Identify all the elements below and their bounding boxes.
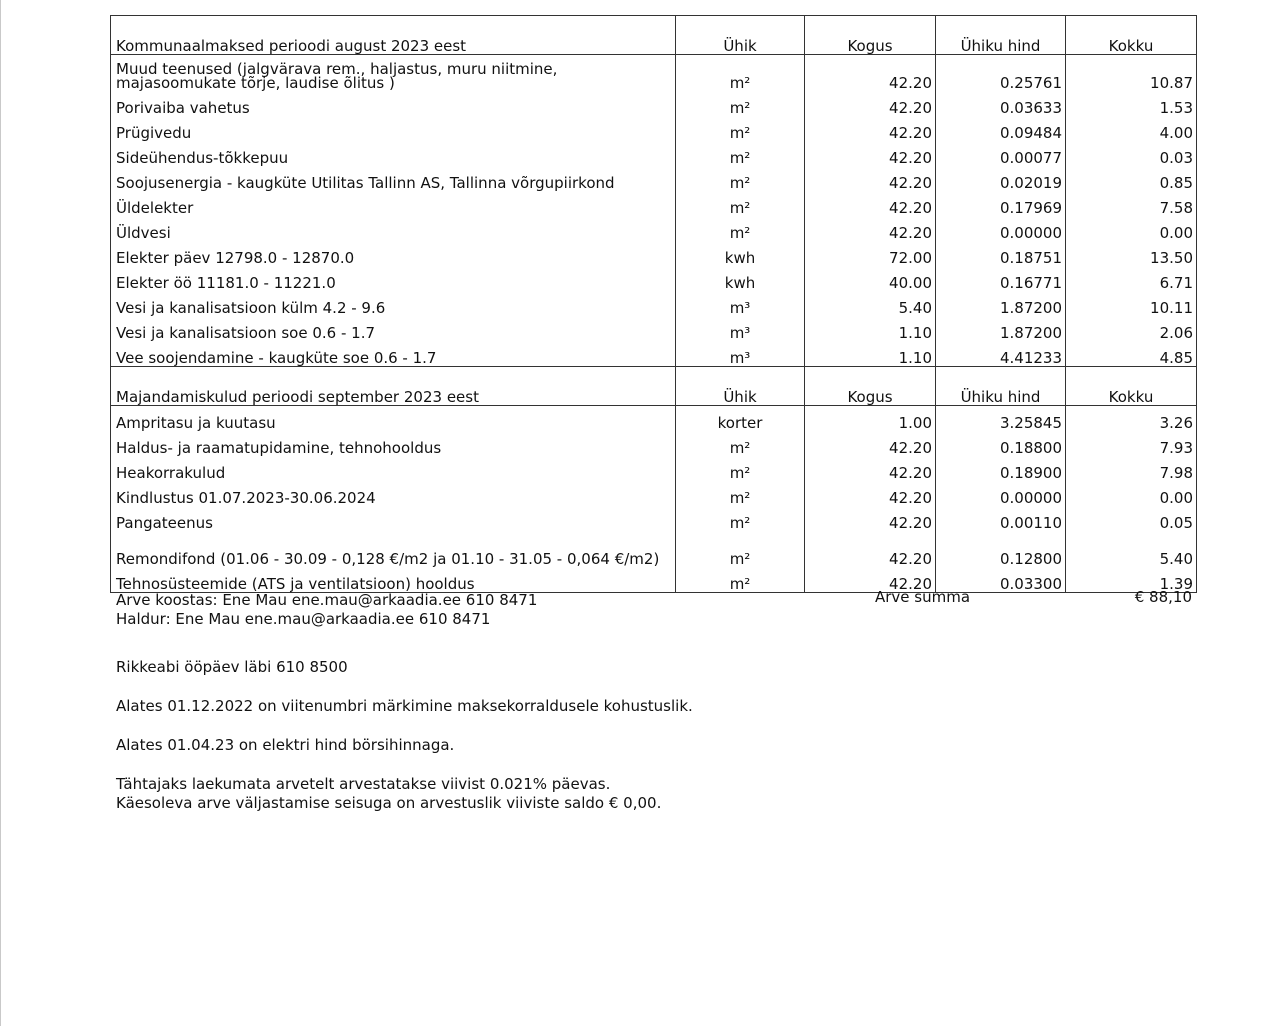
unit-column-header: Ühik (676, 367, 805, 406)
item-total: 10.11 (1066, 291, 1197, 316)
item-total: 2.06 (1066, 316, 1197, 341)
item-total: 0.00 (1066, 216, 1197, 241)
item-name: Prügivedu (111, 116, 676, 141)
item-unit: m² (676, 431, 805, 456)
item-total: 0.03 (1066, 141, 1197, 166)
item-total: 7.98 (1066, 456, 1197, 481)
table-row (111, 291, 1197, 316)
penalty-notice: Tähtajaks laekumata arvetelt arvestatakse viivist 0.021% päevas. (116, 775, 611, 793)
item-name: Porivaiba vahetus (111, 91, 676, 116)
table-row (111, 567, 1197, 593)
item-total: 0.85 (1066, 166, 1197, 191)
utilities-section (111, 16, 1197, 367)
item-unit: m² (676, 166, 805, 191)
item-unit-price: 0.00000 (936, 216, 1066, 241)
unit-column-header: Ühik (676, 16, 805, 55)
item-total: 1.39 (1066, 567, 1197, 593)
item-unit-price: 0.09484 (936, 116, 1066, 141)
item-unit-price: 3.25845 (936, 406, 1066, 432)
item-unit-price: 0.00000 (936, 481, 1066, 506)
unit-price-column-header: Ühiku hind (936, 16, 1066, 55)
table-row (111, 266, 1197, 291)
item-total: 5.40 (1066, 531, 1197, 567)
management-section (111, 367, 1197, 593)
item-total: 0.00 (1066, 481, 1197, 506)
item-name: Üldelekter (111, 191, 676, 216)
emergency-line: Rikkeabi ööpäev läbi 610 8500 (116, 658, 348, 676)
table-row (111, 406, 1197, 432)
item-name: Elekter öö 11181.0 - 11221.0 (111, 266, 676, 291)
item-unit-price: 0.25761 (936, 55, 1066, 92)
item-quantity: 42.20 (805, 91, 936, 116)
item-name: Elekter päev 12798.0 - 12870.0 (111, 241, 676, 266)
item-quantity: 42.20 (805, 191, 936, 216)
item-quantity: 1.10 (805, 316, 936, 341)
item-unit: m² (676, 141, 805, 166)
issuer-line: Arve koostas: Ene Mau ene.mau@arkaadia.ee 610 8471 (116, 591, 538, 609)
page-left-edge (0, 0, 1, 1026)
electricity-price-notice: Alates 01.04.23 on elektri hind börsihinnaga. (116, 736, 455, 754)
item-unit-price: 0.18900 (936, 456, 1066, 481)
item-quantity: 72.00 (805, 241, 936, 266)
item-name: Vesi ja kanalisatsioon külm 4.2 - 9.6 (111, 291, 676, 316)
item-unit-price: 0.12800 (936, 531, 1066, 567)
item-name: Kindlustus 01.07.2023-30.06.2024 (111, 481, 676, 506)
item-unit-price: 0.03633 (936, 91, 1066, 116)
management-section-title: Majandamiskulud perioodi september 2023 eest (111, 367, 676, 406)
item-name: Heakorrakulud (111, 456, 676, 481)
item-unit: m³ (676, 316, 805, 341)
item-name: Haldus- ja raamatupidamine, tehnohooldus (111, 431, 676, 456)
item-unit: m² (676, 116, 805, 141)
item-quantity: 42.20 (805, 531, 936, 567)
item-unit-price: 0.00077 (936, 141, 1066, 166)
item-unit: kwh (676, 241, 805, 266)
utilities-section-title: Kommunaalmaksed perioodi august 2023 eest (111, 16, 676, 55)
table-row (111, 456, 1197, 481)
table-row (111, 241, 1197, 266)
item-unit: m³ (676, 341, 805, 367)
item-total: 13.50 (1066, 241, 1197, 266)
item-unit-price: 1.87200 (936, 291, 1066, 316)
item-unit: m² (676, 531, 805, 567)
table-row (111, 166, 1197, 191)
total-column-header: Kokku (1066, 16, 1197, 55)
table-row (111, 55, 1197, 92)
item-quantity: 42.20 (805, 216, 936, 241)
table-row (111, 506, 1197, 531)
item-quantity: 42.20 (805, 116, 936, 141)
invoice-sum-value: € 88,10 (1134, 588, 1192, 606)
item-unit-price: 0.02019 (936, 166, 1066, 191)
item-unit-price: 0.17969 (936, 191, 1066, 216)
table-row (111, 531, 1197, 567)
management-header-row (111, 367, 1197, 406)
item-total: 10.87 (1066, 55, 1197, 92)
item-name: Soojusenergia - kaugküte Utilitas Tallinn AS, Tallinna võrgupiirkond (111, 166, 676, 191)
invoice-table (110, 15, 1197, 593)
item-unit: m² (676, 191, 805, 216)
item-quantity: 42.20 (805, 55, 936, 92)
item-unit-price: 0.00110 (936, 506, 1066, 531)
item-quantity: 42.20 (805, 567, 936, 593)
item-unit-price: 0.18800 (936, 431, 1066, 456)
table-row (111, 116, 1197, 141)
item-quantity: 42.20 (805, 141, 936, 166)
unit-price-column-header: Ühiku hind (936, 367, 1066, 406)
table-row (111, 431, 1197, 456)
item-total: 4.00 (1066, 116, 1197, 141)
table-row (111, 91, 1197, 116)
item-unit: m³ (676, 291, 805, 316)
item-unit-price: 4.41233 (936, 341, 1066, 367)
item-unit-price: 0.16771 (936, 266, 1066, 291)
item-total: 4.85 (1066, 341, 1197, 367)
table-row (111, 191, 1197, 216)
item-quantity: 42.20 (805, 506, 936, 531)
item-unit: m² (676, 506, 805, 531)
item-unit-price: 0.03300 (936, 567, 1066, 593)
item-name: Muud teenused (jalgvärava rem., haljastus, muru niitmine, majasoomukate tõrje, laudise õlitus ) (111, 55, 676, 92)
item-name: Tehnosüsteemide (ATS ja ventilatsioon) hooldus (111, 567, 676, 593)
item-total: 3.26 (1066, 406, 1197, 432)
item-quantity: 1.00 (805, 406, 936, 432)
item-quantity: 42.20 (805, 456, 936, 481)
quantity-column-header: Kogus (805, 16, 936, 55)
item-quantity: 42.20 (805, 481, 936, 506)
item-unit: m² (676, 216, 805, 241)
table-row (111, 481, 1197, 506)
item-quantity: 42.20 (805, 431, 936, 456)
item-name: Ampritasu ja kuutasu (111, 406, 676, 432)
item-name: Üldvesi (111, 216, 676, 241)
table-row (111, 316, 1197, 341)
table-row (111, 341, 1197, 367)
item-unit: m² (676, 91, 805, 116)
item-total: 7.93 (1066, 431, 1197, 456)
item-name: Vee soojendamine - kaugküte soe 0.6 - 1.7 (111, 341, 676, 367)
item-unit: korter (676, 406, 805, 432)
reference-number-notice: Alates 01.12.2022 on viitenumbri märkimine maksekorraldusele kohustuslik. (116, 697, 693, 715)
item-unit: m² (676, 456, 805, 481)
item-quantity: 5.40 (805, 291, 936, 316)
table-row (111, 141, 1197, 166)
total-column-header: Kokku (1066, 367, 1197, 406)
item-unit: m² (676, 567, 805, 593)
item-unit: kwh (676, 266, 805, 291)
manager-line: Haldur: Ene Mau ene.mau@arkaadia.ee 610 8471 (116, 610, 491, 628)
item-total: 7.58 (1066, 191, 1197, 216)
item-name: Pangateenus (111, 506, 676, 531)
utilities-header-row (111, 16, 1197, 55)
item-name: Remondifond (01.06 - 30.09 - 0,128 €/m2 ja 01.10 - 31.05 - 0,064 €/m2) (111, 531, 676, 567)
item-quantity: 40.00 (805, 266, 936, 291)
item-total: 6.71 (1066, 266, 1197, 291)
item-unit: m² (676, 481, 805, 506)
item-unit-price: 1.87200 (936, 316, 1066, 341)
item-total: 1.53 (1066, 91, 1197, 116)
table-row (111, 216, 1197, 241)
item-quantity: 42.20 (805, 166, 936, 191)
invoice-sum-label: Arve summa (875, 588, 971, 606)
item-name: Vesi ja kanalisatsioon soe 0.6 - 1.7 (111, 316, 676, 341)
item-name: Sideühendus-tõkkepuu (111, 141, 676, 166)
quantity-column-header: Kogus (805, 367, 936, 406)
item-quantity: 1.10 (805, 341, 936, 367)
item-unit-price: 0.18751 (936, 241, 1066, 266)
item-unit: m² (676, 55, 805, 92)
penalty-balance-notice: Käesoleva arve väljastamise seisuga on arvestuslik viiviste saldo € 0,00. (116, 794, 662, 812)
item-total: 0.05 (1066, 506, 1197, 531)
